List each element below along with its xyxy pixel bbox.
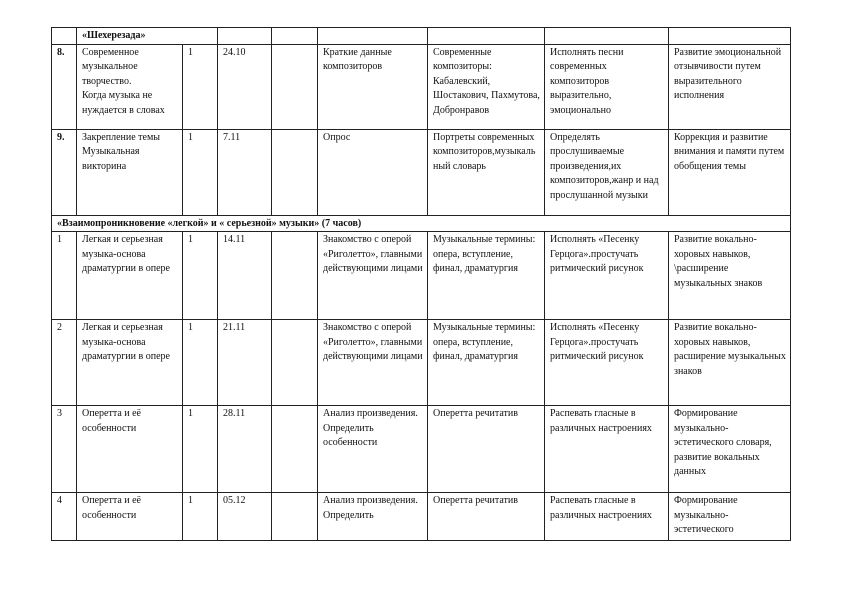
lesson-topic: Оперетта и её особенности bbox=[77, 406, 183, 493]
lesson-date: 21.11 bbox=[218, 320, 272, 406]
lesson-date: 14.11 bbox=[218, 232, 272, 320]
table-row bbox=[52, 232, 791, 320]
lesson-terms: Музыкальные термины: опера, вступление, финал, драматургия bbox=[428, 320, 545, 406]
lesson-topic: Легкая и серьезная музыка-основа драматургии в опере bbox=[77, 232, 183, 320]
lesson-goal: Развитие вокально-хоровых навыков, \расширение музыкальных знаков bbox=[669, 232, 791, 320]
row-number: 9. bbox=[52, 129, 77, 215]
row-number: 4 bbox=[52, 493, 77, 541]
lesson-hours: 1 bbox=[183, 493, 218, 541]
lesson-hours: 1 bbox=[183, 232, 218, 320]
lesson-extra bbox=[272, 129, 318, 215]
lesson-topic: Современное музыкальное творчество. Когда музыка не нуждается в словах bbox=[77, 44, 183, 129]
lesson-activity: Распевать гласные в различных настроениях bbox=[545, 493, 669, 541]
lesson-activity: Исполнять «Песенку Герцога».простучать ритмический рисунок bbox=[545, 232, 669, 320]
table-row bbox=[52, 44, 791, 129]
section-title-block2: «Взаимопроникновение «легкой» и « серьезной» музыки» (7 часов) bbox=[52, 215, 791, 232]
lesson-form: Анализ произведения. Определить bbox=[318, 493, 428, 541]
lesson-form: Краткие данные композиторов bbox=[318, 44, 428, 129]
section-row-block2 bbox=[52, 215, 791, 232]
lesson-topic: Оперетта и её особенности bbox=[77, 493, 183, 541]
lesson-activity: Распевать гласные в различных настроениях bbox=[545, 406, 669, 493]
lesson-date: 24.10 bbox=[218, 44, 272, 129]
lesson-extra bbox=[272, 320, 318, 406]
lesson-goal: Коррекция и развитие внимания и памяти путем обобщения темы bbox=[669, 129, 791, 215]
lesson-terms: Оперетта речитатив bbox=[428, 406, 545, 493]
lesson-goal: Формирование музыкально-эстетического bbox=[669, 493, 791, 541]
lesson-form: Знакомство с оперой «Риголетто», главными действующими лицами bbox=[318, 320, 428, 406]
lesson-date: 28.11 bbox=[218, 406, 272, 493]
lesson-goal: Развитие эмоциональной отзывчивости путем выразительного исполнения bbox=[669, 44, 791, 129]
row-number: 8. bbox=[52, 44, 77, 129]
table-row bbox=[52, 406, 791, 493]
lesson-topic: Легкая и серьезная музыка-основа драматургии в опере bbox=[77, 320, 183, 406]
row-number: 1 bbox=[52, 232, 77, 320]
lesson-activity: Исполнять песни современных композиторов выразительно, эмоционально bbox=[545, 44, 669, 129]
lesson-topic: Закрепление темы Музыкальная викторина bbox=[77, 129, 183, 215]
lesson-form: Опрос bbox=[318, 129, 428, 215]
lesson-activity: Исполнять «Песенку Герцога».простучать ритмический рисунок bbox=[545, 320, 669, 406]
section-row-top bbox=[52, 28, 791, 45]
row-number: 3 bbox=[52, 406, 77, 493]
lesson-hours: 1 bbox=[183, 406, 218, 493]
table-body bbox=[52, 28, 791, 541]
lesson-terms: Оперетта речитатив bbox=[428, 493, 545, 541]
row-number: 2 bbox=[52, 320, 77, 406]
lesson-form: Анализ произведения. Определить особенности bbox=[318, 406, 428, 493]
lesson-terms: Современные композиторы: Кабалевский, Шостакович, Пахмутова, Добронравов bbox=[428, 44, 545, 129]
lesson-goal: Развитие вокально-хоровых навыков, расширение музыкальных знаков bbox=[669, 320, 791, 406]
lesson-terms: Музыкальные термины: опера, вступление, финал, драматургия bbox=[428, 232, 545, 320]
lesson-extra bbox=[272, 44, 318, 129]
table-row bbox=[52, 493, 791, 541]
lesson-date: 05.12 bbox=[218, 493, 272, 541]
lesson-form: Знакомство с оперой «Риголетто», главными действующими лицами bbox=[318, 232, 428, 320]
lesson-activity: Определять прослушиваемые произведения,их композиторов,жанр и над прослушанной музыки bbox=[545, 129, 669, 215]
lesson-date: 7.11 bbox=[218, 129, 272, 215]
lesson-goal: Формирование музыкально-эстетического словаря, развитие вокальных данных bbox=[669, 406, 791, 493]
section-title-top: «Шехерезада» bbox=[77, 28, 218, 45]
table-row bbox=[52, 320, 791, 406]
lesson-hours: 1 bbox=[183, 320, 218, 406]
lesson-extra bbox=[272, 493, 318, 541]
lesson-extra bbox=[272, 232, 318, 320]
lesson-hours: 1 bbox=[183, 44, 218, 129]
lesson-plan-table bbox=[51, 27, 791, 541]
lesson-extra bbox=[272, 406, 318, 493]
table-row bbox=[52, 129, 791, 215]
lesson-terms: Портреты современных композиторов,музыкальный словарь bbox=[428, 129, 545, 215]
lesson-hours: 1 bbox=[183, 129, 218, 215]
